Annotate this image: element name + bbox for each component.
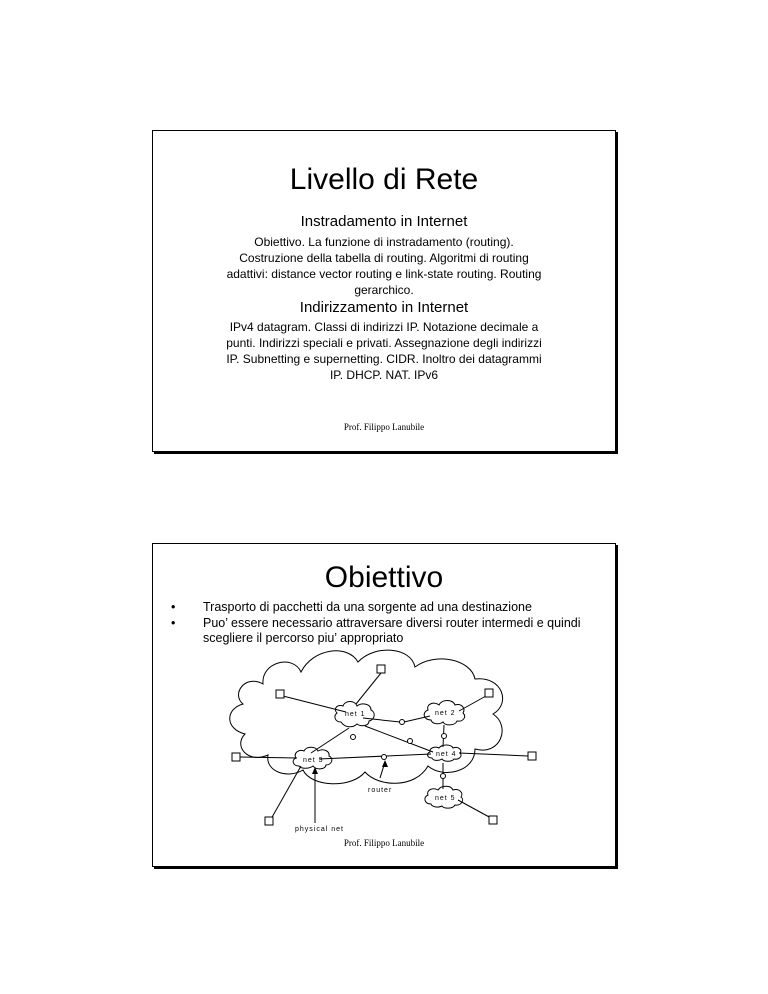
router-icon bbox=[408, 739, 413, 744]
internet-cloud-shape bbox=[230, 650, 503, 784]
link-net1-net3 bbox=[311, 728, 349, 753]
router-icon bbox=[382, 755, 387, 760]
host-link bbox=[240, 757, 297, 758]
router-icon bbox=[441, 774, 446, 779]
net-1-label: net 1 bbox=[345, 711, 366, 718]
slide-footer: Prof. Filippo Lanubile bbox=[343, 422, 425, 432]
section-heading-instradamento: Instradamento in Internet bbox=[300, 213, 468, 230]
router-icon bbox=[351, 735, 356, 740]
text-line: Obiettivo. La funzione di instradamento (routing). bbox=[254, 235, 514, 249]
host-icon bbox=[232, 753, 240, 761]
host-icon bbox=[489, 816, 497, 824]
physical-net-arrow-icon bbox=[312, 767, 318, 774]
net-5-label: net 5 bbox=[435, 795, 456, 802]
slide-livello-di-rete bbox=[152, 130, 616, 452]
host-link bbox=[459, 696, 486, 711]
text-line: gerarchico. bbox=[354, 283, 414, 297]
physical-net-label: physical net bbox=[295, 826, 344, 833]
link-net3-net4 bbox=[319, 754, 431, 759]
network-diagram bbox=[153, 544, 615, 866]
router-arrow-icon bbox=[382, 760, 388, 767]
host-link bbox=[356, 673, 381, 704]
host-icon bbox=[276, 690, 284, 698]
host-icon bbox=[485, 689, 493, 697]
host-link bbox=[459, 753, 528, 756]
slide-title: Livello di Rete bbox=[289, 163, 479, 196]
net-4-label: net 4 bbox=[436, 751, 457, 758]
text-line: punti. Indirizzi speciali e privati. Assegnazione degli indirizzi bbox=[226, 336, 542, 350]
text-line: IP. DHCP. NAT. IPv6 bbox=[329, 368, 439, 382]
router-icon bbox=[442, 734, 447, 739]
slide-title: Obiettivo bbox=[324, 561, 444, 594]
text-line: adattivi: distance vector routing e link-state routing. Routing bbox=[226, 267, 542, 281]
bullet-icon: • bbox=[171, 600, 176, 614]
host-icon bbox=[265, 817, 273, 825]
host-icon bbox=[528, 752, 536, 760]
slide-footer: Prof. Filippo Lanubile bbox=[343, 838, 425, 848]
net-3-label: net 3 bbox=[303, 757, 324, 764]
net-2-label: net 2 bbox=[435, 710, 456, 717]
text-line: Costruzione della tabella di routing. Algoritmi di routing bbox=[239, 251, 529, 265]
router-icon bbox=[400, 720, 405, 725]
link-net1-net4 bbox=[365, 726, 433, 752]
bullet-text: Trasporto di pacchetti da una sorgente ad una destinazione bbox=[203, 600, 532, 614]
host-icon bbox=[377, 665, 385, 673]
section-heading-indirizzamento: Indirizzamento in Internet bbox=[299, 299, 469, 316]
router-label: router bbox=[368, 787, 393, 794]
host-link bbox=[458, 800, 491, 818]
section-text-instradamento bbox=[173, 234, 595, 298]
text-line: IPv4 datagram. Classi di indirizzi IP. Notazione decimale a bbox=[229, 320, 539, 334]
section-text-indirizzamento bbox=[173, 319, 595, 383]
text-line: IP. Subnetting e supernetting. CIDR. Inoltro dei datagrammi bbox=[226, 352, 542, 366]
host-link bbox=[283, 696, 346, 712]
bullet-text: Puo’ essere necessario attraversare diversi router intermedi e quindi scegliere il percorso piu’ appropriato bbox=[203, 616, 581, 645]
slide-obiettivo bbox=[152, 543, 616, 867]
bullet-icon: • bbox=[171, 616, 176, 630]
